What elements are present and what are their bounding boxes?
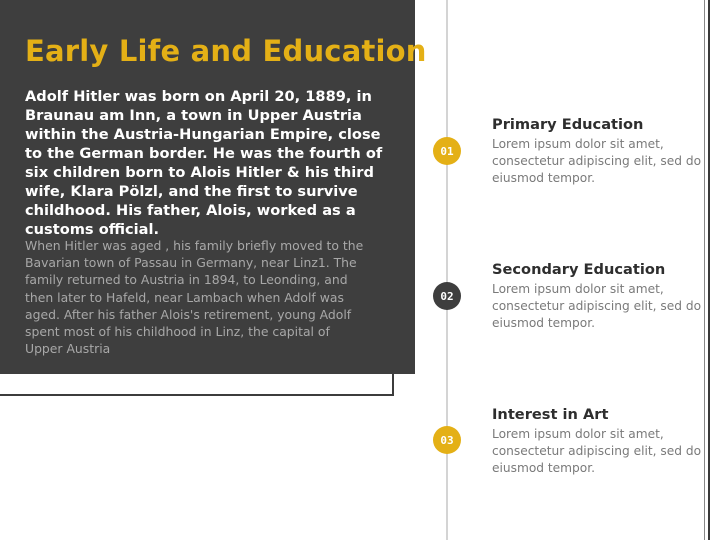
timeline-body-2: Lorem ipsum dolor sit amet, consectetur adipiscing elit, sed do eiusmod tempor.	[492, 282, 702, 331]
timeline-title-2: Secondary Education	[492, 261, 666, 278]
timeline-marker-1: 01	[433, 137, 461, 165]
intro-paragraph: Adolf Hitler was born on April 20, 1889, in Braunau am Inn, a town in Upper Austria within the Austria-Hungarian Empire, close to the German border. He was the fourth of six children born to Alois Hitler & his third wife, Klara Pölzl, and the first to survive childhood. His father, Alois, worked as a customs official.	[25, 88, 383, 238]
timeline-line	[446, 0, 448, 540]
timeline-body-3: Lorem ipsum dolor sit amet, consectetur adipiscing elit, sed do eiusmod tempor.	[492, 427, 702, 476]
slide-title: Early Life and Education	[25, 34, 427, 68]
info-panel	[0, 0, 427, 374]
detail-paragraph: When Hitler was aged , his family briefly moved to the Bavarian town of Passau in Germany, near Linz1. The family returned to Austria in 1894, to Leonding, and then later to Hafeld, near Lambach when Adolf was aged. After his father Alois's retirement, young Adolf spent most of his childhood in Linz, the capital of Upper Austria	[25, 238, 364, 357]
timeline-marker-3: 03	[433, 426, 461, 454]
timeline-title-1: Primary Education	[492, 116, 644, 133]
right-border-thin	[704, 0, 705, 540]
timeline-body-1: Lorem ipsum dolor sit amet, consectetur adipiscing elit, sed do eiusmod tempor.	[492, 137, 702, 186]
timeline-marker-2: 02	[433, 282, 461, 310]
timeline-title-3: Interest in Art	[492, 406, 609, 423]
right-border-thick	[708, 0, 710, 540]
